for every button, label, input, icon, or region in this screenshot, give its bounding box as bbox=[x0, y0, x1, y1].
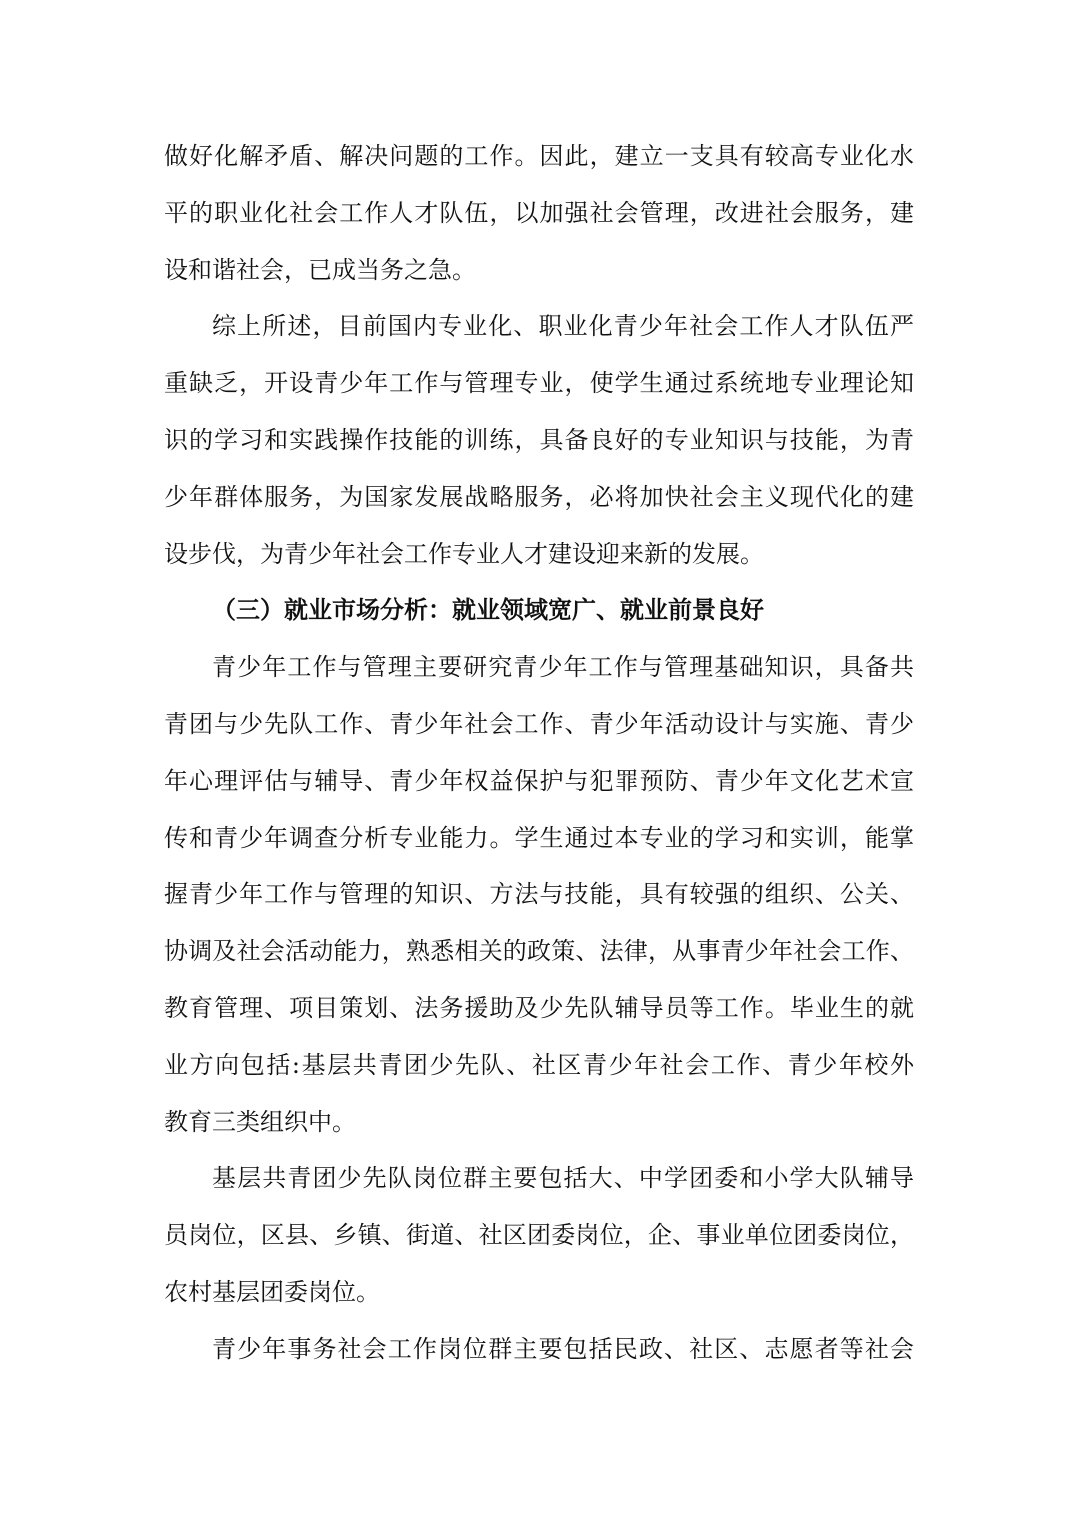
text-line: 设和谐社会，已成当务之急。 bbox=[164, 255, 476, 284]
paragraph bbox=[164, 1150, 914, 1320]
text-line: 综上所述，目前国内专业化、职业化青少年社会工作人才队伍严 bbox=[212, 312, 914, 341]
paragraph bbox=[164, 128, 914, 298]
text-line: 做好化解矛盾、解决问题的工作。因此，建立一支具有较高专业化水 bbox=[164, 142, 914, 170]
text-line: 握青少年工作与管理的知识、方法与技能，具有较强的组织、公关、 bbox=[164, 880, 914, 909]
text-line: 青团与少先队工作、青少年社会工作、青少年活动设计与实施、青少 bbox=[164, 709, 914, 738]
text-line: 员岗位，区县、乡镇、街道、社区团委岗位，企、事业单位团委岗位， bbox=[164, 1221, 914, 1250]
text-line: 平的职业化社会工作人才队伍，以加强社会管理，改进社会服务，建 bbox=[164, 198, 914, 227]
text-line: 农村基层团委岗位。 bbox=[164, 1277, 380, 1306]
section-heading: （三）就业市场分析：就业领域宽广、就业前景良好 bbox=[212, 595, 764, 625]
document-body bbox=[164, 128, 914, 1378]
text-line: 年心理评估与辅导、青少年权益保护与犯罪预防、青少年文化艺术宣 bbox=[164, 766, 914, 795]
text-line: 教育三类组织中。 bbox=[164, 1107, 356, 1136]
paragraph bbox=[164, 1321, 914, 1378]
paragraph bbox=[164, 639, 914, 1150]
text-line: 业方向包括:基层共青团少先队、社区青少年社会工作、青少年校外 bbox=[164, 1050, 914, 1079]
text-line: 重缺乏，开设青少年工作与管理专业，使学生通过系统地专业理论知 bbox=[164, 369, 914, 398]
text-line: 青少年工作与管理主要研究青少年工作与管理基础知识，具备共 bbox=[212, 653, 914, 682]
text-line: 传和青少年调查分析专业能力。学生通过本专业的学习和实训，能掌 bbox=[164, 823, 914, 852]
text-line: 识的学习和实践操作技能的训练，具备良好的专业知识与技能，为青 bbox=[164, 425, 914, 454]
text-line: 协调及社会活动能力，熟悉相关的政策、法律，从事青少年社会工作、 bbox=[164, 937, 914, 966]
text-line: 青少年事务社会工作岗位群主要包括民政、社区、志愿者等社会 bbox=[212, 1334, 914, 1363]
text-line: 基层共青团少先队岗位群主要包括大、中学团委和小学大队辅导 bbox=[212, 1164, 914, 1193]
text-line: 少年群体服务，为国家发展战略服务，必将加快社会主义现代化的建 bbox=[164, 482, 914, 511]
text-line: 设步伐，为青少年社会工作专业人才建设迎来新的发展。 bbox=[164, 539, 764, 568]
text-line: 教育管理、项目策划、法务援助及少先队辅导员等工作。毕业生的就 bbox=[164, 993, 914, 1022]
paragraph bbox=[164, 298, 914, 582]
